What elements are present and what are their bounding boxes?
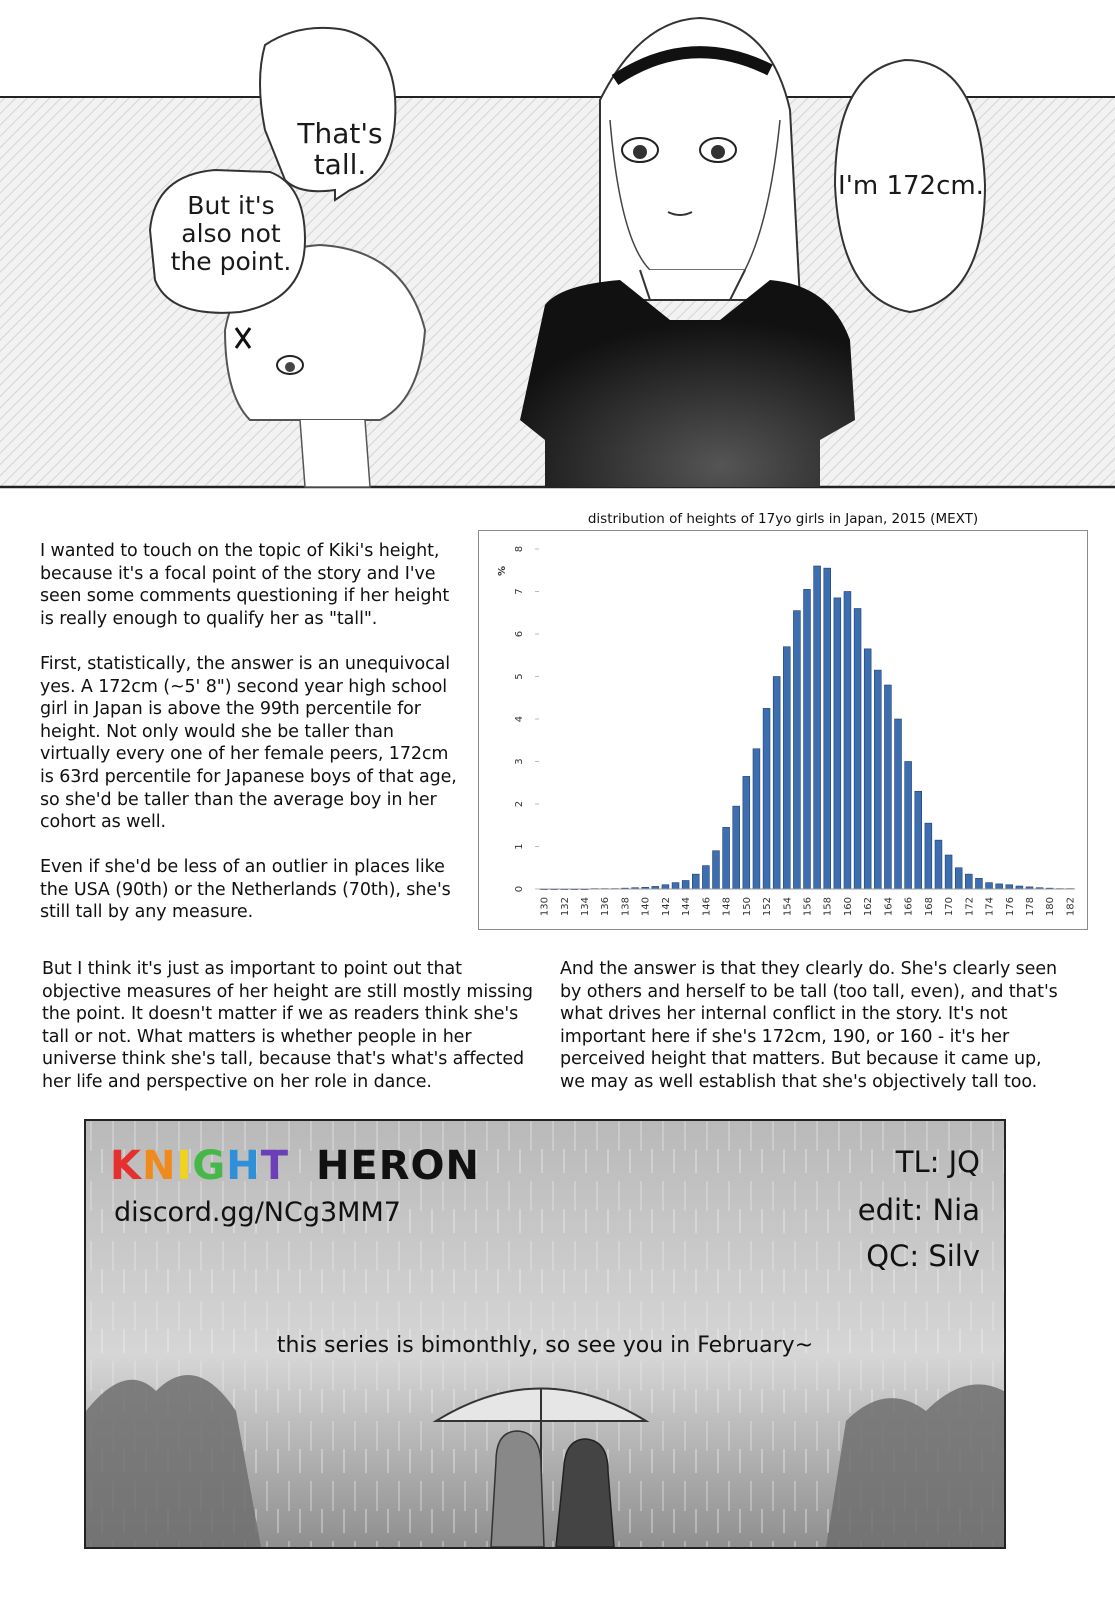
bar-162 — [864, 649, 871, 889]
bar-167 — [915, 791, 922, 889]
logo-letter: H — [226, 1143, 261, 1189]
bar-147 — [713, 851, 720, 889]
y-tick-label: 0 — [514, 885, 525, 893]
logo-letter: G — [192, 1143, 227, 1189]
chart-canvas — [479, 531, 1087, 929]
x-tick-label: 154 — [782, 897, 794, 917]
x-tick-label: 132 — [559, 897, 571, 917]
essay-paragraph: But I think it's just as important to point out that objective measures of her height are still mostly missing the point. It doesn't matter if we as readers think she's tall or not. What matters is whether people in her universe think she's tall, because that's what's affected her life and perspective on her role in dance. — [42, 959, 533, 1092]
x-tick-label: 176 — [1004, 897, 1016, 917]
y-tick-label: 2 — [514, 800, 525, 808]
farewell-message: this series is bimonthly, so see you in February~ — [276, 1333, 814, 1358]
x-tick-label: 164 — [883, 897, 895, 917]
bar-165 — [895, 719, 902, 889]
bar-175 — [996, 884, 1003, 889]
y-tick-label: 7 — [514, 588, 525, 595]
bar-154 — [783, 647, 790, 889]
credit-qc: QC: Silv — [866, 1239, 980, 1273]
height-distribution-chart — [478, 530, 1088, 930]
bar-166 — [905, 762, 912, 890]
bar-163 — [874, 670, 881, 889]
y-tick-label: 8 — [514, 545, 525, 553]
bar-173 — [975, 878, 982, 889]
bar-161 — [854, 609, 861, 890]
y-tick-label: 6 — [514, 630, 525, 638]
speech-bubble-text: That's tall. — [297, 117, 383, 182]
x-tick-label: 152 — [762, 897, 774, 917]
bar-176 — [1006, 885, 1013, 889]
logo-letter: K — [110, 1143, 142, 1189]
logo-letter: I — [176, 1143, 193, 1189]
x-tick-label: 130 — [539, 897, 551, 917]
essay-paragraph: First, statistically, the answer is an unequivocal yes. A 172cm (~5' 8") second year high school girl in Japan is above the 99th percentile for height. Not only would she be taller than virtually every one of her female peers, 172cm is 63rd percentile for Japanese boys of that age, so she'd be taller than the average boy in her cohort as well. — [40, 654, 457, 833]
logo-word-knight — [110, 1143, 289, 1189]
bar-169 — [935, 840, 942, 889]
credits-panel — [84, 1119, 1006, 1549]
essay-paragraph: Even if she'd be less of an outlier in places like the USA (90th) or the Netherlands (70th), she's still tall by any measure. — [40, 857, 451, 923]
bar-150 — [743, 776, 750, 889]
scanlation-logo — [110, 1143, 480, 1189]
bar-172 — [965, 874, 972, 889]
bar-164 — [884, 685, 891, 889]
x-tick-label: 174 — [984, 897, 996, 917]
bar-144 — [682, 881, 689, 890]
discord-link[interactable]: discord.gg/NCg3MM7 — [114, 1197, 401, 1228]
essay-paragraph: And the answer is that they clearly do. She's clearly seen by others and herself to be tall (too tall, even), and that's what drives her internal conflict in the story. It's not important here if she's 172cm, 190, or 160 - it's her perceived height that matters. But because it came up, we may as well establish that she's objectively tall too. — [560, 959, 1058, 1092]
y-tick-label: 1 — [514, 843, 525, 850]
bar-171 — [955, 868, 962, 889]
x-tick-label: 140 — [640, 897, 652, 917]
y-tick-label: 3 — [514, 758, 525, 765]
x-tick-label: 170 — [944, 897, 956, 917]
x-tick-label: 150 — [741, 897, 753, 917]
bar-157 — [814, 566, 821, 889]
x-tick-label: 144 — [681, 897, 693, 917]
x-tick-label: 160 — [842, 897, 854, 917]
logo-letter: N — [142, 1143, 177, 1189]
x-tick-label: 166 — [903, 897, 915, 917]
manga-panel — [0, 0, 1115, 500]
bar-145 — [692, 874, 699, 889]
bar-151 — [753, 749, 760, 889]
x-tick-label: 134 — [580, 897, 592, 917]
x-tick-label: 156 — [802, 897, 814, 917]
x-tick-label: 142 — [660, 897, 672, 917]
bar-160 — [844, 592, 851, 890]
chart-title: distribution of heights of 17yo girls in Japan, 2015 (MEXT) — [587, 511, 979, 527]
x-tick-label: 146 — [701, 897, 713, 917]
x-tick-label: 138 — [620, 897, 632, 917]
bar-156 — [804, 589, 811, 889]
x-tick-label: 178 — [1024, 897, 1036, 917]
speech-bubble-text: I'm 172cm. — [838, 171, 984, 201]
x-tick-label: 182 — [1065, 897, 1077, 917]
logo-word-heron: HERON — [315, 1143, 481, 1189]
x-tick-label: 158 — [822, 897, 834, 917]
credit-translator: TL: JQ — [895, 1145, 980, 1179]
bar-152 — [763, 708, 770, 889]
bar-142 — [662, 885, 669, 889]
y-tick-label: 4 — [514, 715, 525, 723]
x-tick-label: 148 — [721, 897, 733, 917]
x-tick-label: 136 — [600, 897, 612, 917]
x-tick-label: 168 — [923, 897, 935, 917]
essay-paragraph: I wanted to touch on the topic of Kiki's height, because it's a focal point of the story and I've seen some comments questioning if her height is really enough to qualify her as "tall". — [40, 541, 450, 629]
bar-158 — [824, 568, 831, 889]
bar-168 — [925, 823, 932, 889]
bar-149 — [733, 806, 740, 889]
bar-159 — [834, 598, 841, 889]
y-tick-label: 5 — [514, 673, 525, 680]
x-tick-label: 172 — [964, 897, 976, 917]
bar-148 — [723, 827, 730, 889]
credit-editor: edit: Nia — [857, 1193, 980, 1227]
bar-143 — [672, 883, 679, 889]
bar-153 — [773, 677, 780, 890]
bar-170 — [945, 855, 952, 889]
bar-155 — [793, 611, 800, 889]
bar-146 — [702, 866, 709, 889]
logo-letter: T — [260, 1143, 289, 1189]
x-tick-label: 162 — [863, 897, 875, 917]
x-tick-label: 180 — [1045, 897, 1057, 917]
y-axis-label: % — [497, 565, 508, 577]
bar-174 — [986, 883, 993, 889]
speech-bubble-text: But it's also not the point. — [170, 191, 292, 276]
